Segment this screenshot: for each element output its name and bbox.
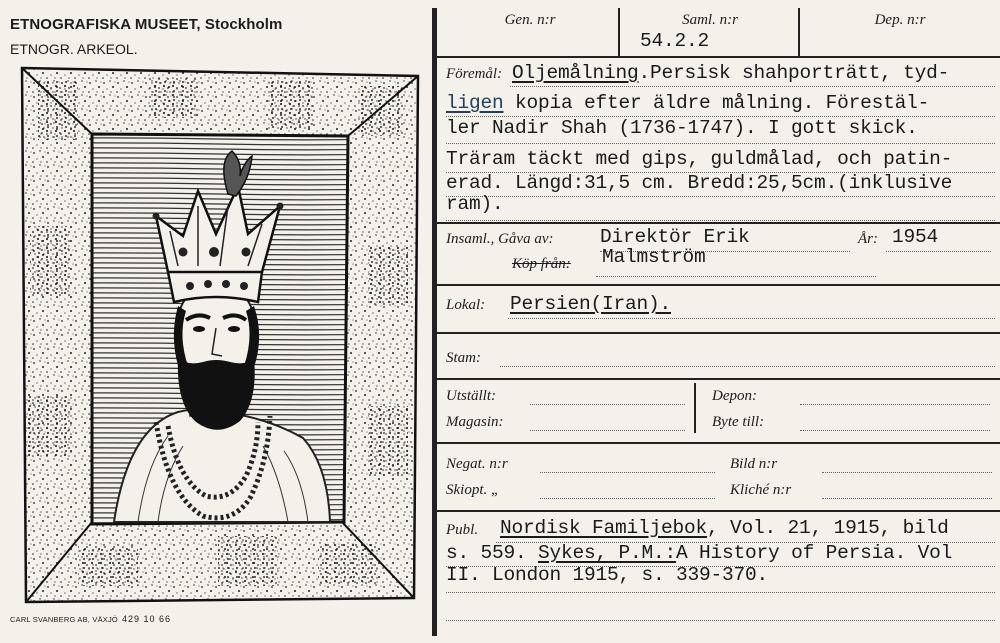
magasin-label: Magasin: [446,414,504,430]
divider [798,8,800,56]
insaml-value-2: Malmström [602,246,706,268]
divider [822,498,992,499]
divider [540,498,715,499]
divider [800,430,990,431]
saml-number-label: Saml. n:r [682,12,738,28]
utstallt-label: Utställt: [446,388,497,404]
foremal-line-2: ligen kopia efter äldre målning. Förestäl- [446,92,930,114]
byte-label: Byte till: [712,414,765,430]
museum-name: ETNOGRAFISKA MUSEET, Stockholm [10,16,283,33]
divider [446,620,995,621]
year-value: 1954 [892,226,939,248]
depon-label: Depon: [712,388,757,404]
divider [540,472,715,473]
divider [437,510,1000,512]
divider [530,430,685,431]
divider [446,220,995,221]
insaml-value-1: Direktör Erik [600,226,750,248]
divider [437,222,1000,224]
divider [886,251,991,252]
printer-name: CARL SVANBERG AB, VÄXJÖ [10,615,118,624]
skiopt-label: Skiopt. „ [446,482,500,498]
form-code: 429 10 66 [121,614,172,624]
gen-number-label: Gen. n:r [504,12,556,28]
publ-line-2: s. 559. Sykes, P.M.:A History of Persia. Vol [446,542,953,564]
publ-line-1: Nordisk Familjebok, Vol. 21, 1915, bild [500,517,949,539]
divider [800,404,990,405]
divider [694,383,696,433]
divider [530,404,685,405]
foremal-line-6: ram). [446,193,504,215]
foremal-label: Föremål: [446,66,503,82]
divider [446,143,995,144]
foremal-line-1: Oljemålning.Persisk shahporträtt, tyd- [512,62,950,84]
negat-label: Negat. n:r [446,456,508,472]
kop-label: Köp från: [512,256,571,272]
divider [437,378,1000,380]
lokal-value: Persien(Iran). [510,293,672,315]
insaml-label: Insaml., Gåva av: [446,231,554,247]
foremal-line-4: Träram täckt med gips, guldmålad, och patin- [446,148,953,170]
lokal-label: Lokal: [446,297,486,313]
card-margin-rule [432,8,437,636]
department-name: ETNOGR. ARKEOL. [10,41,138,57]
publ-line-3: II. London 1915, s. 339-370. [446,564,769,586]
portrait-illustration [18,66,423,606]
divider [510,86,995,87]
stam-label: Stam: [446,350,481,366]
divider [437,56,1000,58]
cliche-label: Kliché n:r [730,482,792,498]
divider [618,8,620,56]
divider [437,442,1000,444]
dep-number-label: Dep. n:r [874,12,926,28]
divider [596,276,876,277]
bild-label: Bild n:r [730,456,778,472]
divider [446,592,995,593]
divider [437,332,1000,334]
divider [437,284,1000,286]
foremal-line-5: erad. Längd:31,5 cm. Bredd:25,5cm.(inklusive [446,172,953,194]
divider [822,472,992,473]
foremal-name: Oljemålning [512,62,639,84]
divider [508,318,995,319]
printer-imprint [10,614,171,624]
foremal-line-3: ler Nadir Shah (1736-1747). I gott skick. [446,117,918,139]
divider [500,366,995,367]
divider [446,196,995,197]
publ-label: Publ. [446,522,479,538]
saml-number-value: 54.2.2 [640,30,710,52]
year-label: År: [858,231,878,247]
